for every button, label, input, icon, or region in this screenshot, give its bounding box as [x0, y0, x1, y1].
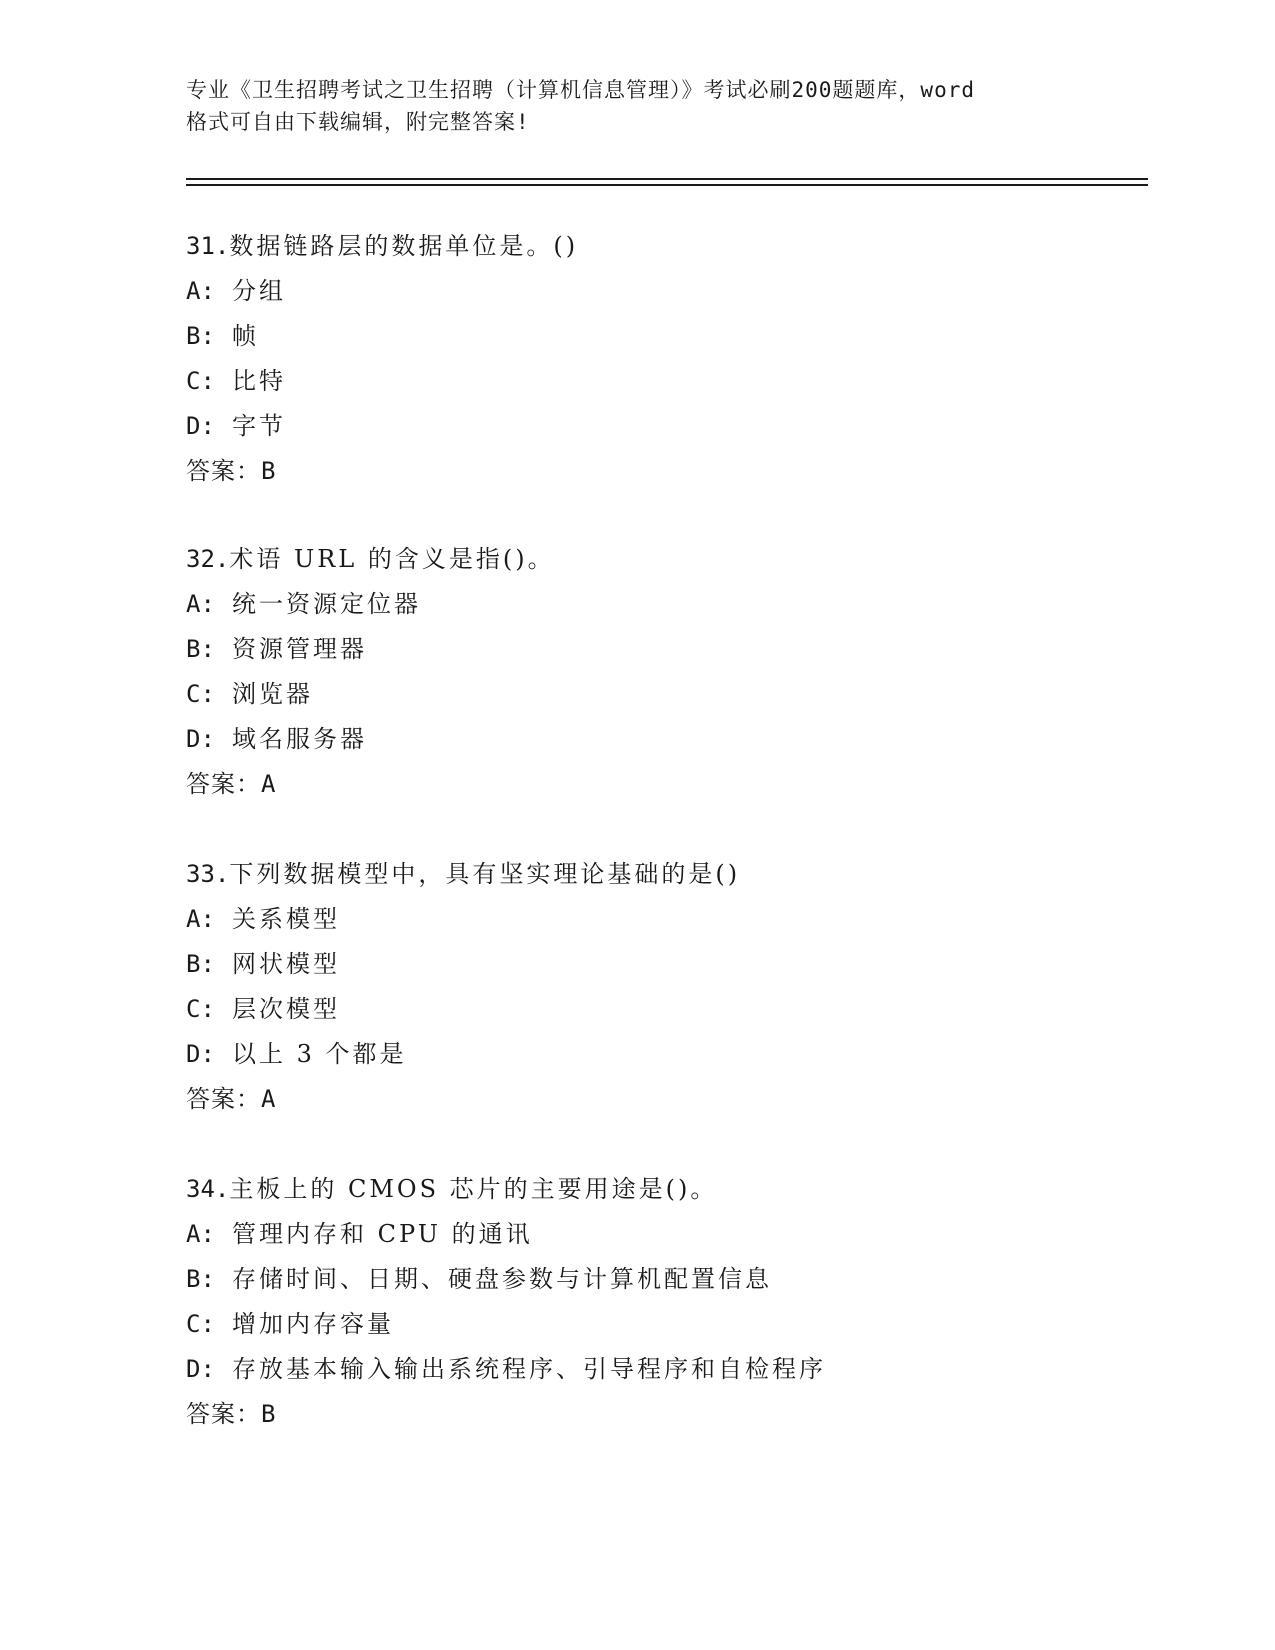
document-header: [186, 74, 1086, 138]
question-stem: [186, 1167, 1146, 1212]
option-letter: D:: [186, 725, 215, 753]
option-letter: A:: [186, 590, 215, 618]
option-letter: A:: [186, 905, 215, 933]
option-letter: D:: [186, 1355, 215, 1383]
answer-value: A: [261, 1085, 277, 1113]
option-letter: C:: [186, 367, 215, 395]
option-letter: B:: [186, 322, 215, 350]
option-b: [186, 942, 1146, 987]
option-b: [186, 314, 1146, 359]
question-33: [186, 852, 1146, 1122]
option-d: [186, 1347, 1146, 1392]
question-text: 主板上的 CMOS 芯片的主要用途是()。: [229, 1175, 718, 1203]
option-letter: C:: [186, 1310, 215, 1338]
answer-value: A: [261, 770, 277, 798]
answer-value: B: [261, 457, 277, 485]
option-text: 关系模型: [232, 905, 340, 933]
question-text: 术语 URL 的含义是指()。: [229, 545, 555, 573]
answer-line: [186, 762, 1146, 807]
option-b: [186, 627, 1146, 672]
answer-value: B: [261, 1400, 277, 1428]
answer-label: 答案：: [186, 770, 261, 798]
option-a: [186, 1212, 1146, 1257]
answer-label: 答案：: [186, 1085, 261, 1113]
option-text: 资源管理器: [232, 635, 367, 663]
option-letter: A:: [186, 277, 215, 305]
option-text: 分组: [232, 277, 286, 305]
option-text: 层次模型: [232, 995, 340, 1023]
option-text: 网状模型: [232, 950, 340, 978]
option-letter: C:: [186, 995, 215, 1023]
option-d: [186, 404, 1146, 449]
option-letter: B:: [186, 635, 215, 663]
question-number: 32.: [186, 545, 230, 573]
answer-label: 答案：: [186, 1400, 261, 1428]
option-letter: D:: [186, 412, 215, 440]
header-line-1: 专业《卫生招聘考试之卫生招聘（计算机信息管理）》考试必刷200题题库，word: [186, 78, 975, 102]
option-c: [186, 987, 1146, 1032]
option-text: 比特: [232, 367, 286, 395]
option-a: [186, 897, 1146, 942]
option-text: 增加内存容量: [232, 1310, 394, 1338]
answer-line: [186, 1392, 1146, 1437]
question-32: [186, 537, 1146, 807]
question-34: [186, 1167, 1146, 1437]
option-c: [186, 1302, 1146, 1347]
option-a: [186, 269, 1146, 314]
option-letter: B:: [186, 1265, 215, 1293]
option-d: [186, 1032, 1146, 1077]
option-text: 字节: [232, 412, 286, 440]
option-letter: C:: [186, 680, 215, 708]
option-text: 存储时间、日期、硬盘参数与计算机配置信息: [232, 1265, 772, 1293]
question-text: 数据链路层的数据单位是。(): [229, 232, 579, 260]
option-c: [186, 672, 1146, 717]
question-number: 31.: [186, 232, 230, 260]
option-text: 域名服务器: [232, 725, 367, 753]
question-31: [186, 224, 1146, 494]
question-number: 34.: [186, 1175, 230, 1203]
question-stem: [186, 224, 1146, 269]
question-text: 下列数据模型中，具有坚实理论基础的是(): [229, 860, 741, 888]
answer-label: 答案：: [186, 457, 261, 485]
question-stem: [186, 537, 1146, 582]
question-number: 33.: [186, 860, 230, 888]
option-text: 浏览器: [232, 680, 313, 708]
option-text: 以上 3 个都是: [232, 1040, 407, 1068]
option-letter: D:: [186, 1040, 215, 1068]
question-stem: [186, 852, 1146, 897]
header-line-2: 格式可自由下载编辑，附完整答案!: [186, 110, 530, 134]
option-text: 帧: [232, 322, 259, 350]
option-text: 存放基本输入输出系统程序、引导程序和自检程序: [232, 1355, 826, 1383]
option-letter: B:: [186, 950, 215, 978]
option-text: 管理内存和 CPU 的通讯: [232, 1220, 533, 1248]
answer-line: [186, 449, 1146, 494]
option-b: [186, 1257, 1146, 1302]
header-divider-top: [186, 178, 1148, 180]
option-c: [186, 359, 1146, 404]
option-text: 统一资源定位器: [232, 590, 421, 618]
option-d: [186, 717, 1146, 762]
header-divider-bottom: [186, 184, 1148, 186]
answer-line: [186, 1077, 1146, 1122]
option-a: [186, 582, 1146, 627]
option-letter: A:: [186, 1220, 215, 1248]
